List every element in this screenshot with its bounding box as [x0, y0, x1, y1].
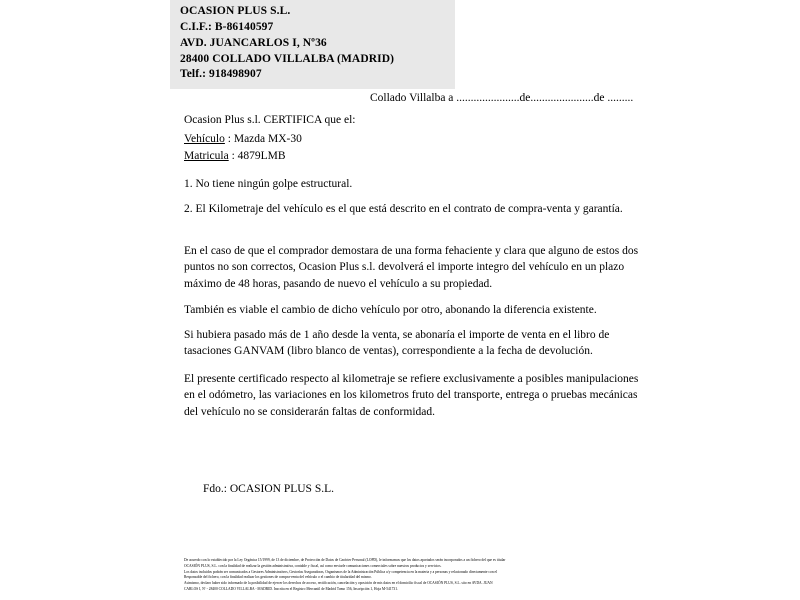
legal-line: OCASIÓN PLUS, S.L. con la finalidad de realizar la gestión administrativa, contable y fiscal, así como enviarle comunicaciones comerciales sobre nuestros productos y servicios. [184, 563, 442, 568]
company-cif: C.I.F.: B-86140597 [180, 20, 274, 33]
certifies-intro: Ocasion Plus s.l. CERTIFICA que el: [184, 114, 356, 126]
paragraph-refund-terms: En el caso de que el comprador demostara de una forma fehaciente y clara que alguno de estos dos puntos no son correctos, Ocasion Plus s.l. devolverá el importe integro del vehículo en un plazo máximo de 48 horas, pasando de nuevo el vehículo a su propiedad. [184, 245, 639, 290]
vehicle-details [184, 131, 302, 164]
plate-label: Matricula [184, 149, 229, 162]
paragraph-odometer-scope: El presente certificado respecto al kilometraje se refiere exclusivamente a posibles manipulaciones en el odómetro, las variaciones en los kilometros fruto del transporte, entrega o pruebas mecánicas del vehículo no se considerarán faltas de conformidad. [184, 373, 639, 418]
plate-row [184, 148, 302, 165]
company-address-street: AVD. JUANCARLOS I, Nº36 [180, 36, 327, 49]
company-phone: Telf.: 918498907 [180, 68, 262, 81]
vehicle-value: Mazda MX-30 [233, 133, 302, 145]
certification-point-1: 1. No tiene ningún golpe estructural. [184, 178, 353, 190]
signature-line: Fdo.: OCASION PLUS S.L. [203, 483, 334, 495]
company-address-city: 28400 COLLADO VILLALBA (MADRID) [180, 52, 395, 65]
legal-line: De acuerdo con lo establecido por la Ley Orgánica 15/1999, de 13 de diciembre, de Protección de Datos de Carácter Personal (LOPD), le informamos que los datos aportados serán incorporados a un fichero del que es titular [184, 558, 506, 562]
vehicle-separator: : [224, 133, 234, 145]
legal-line: CARLOS I, Nº - 28400 COLLADO VILLALBA - MADRID. Inscrita en el Registro Mercantil de Madrid Tomo 156, Inscripción 1, Hoja M-541731. [184, 587, 398, 592]
plate-value: 4879LMB [237, 149, 286, 162]
legal-line: Los datos incluidos podrán ser comunicados a Gestores Administrativos, Gestorías Aseguradoras, Organismos de la Administración Pública o/y competencia en la materia y a personas y relacionado directamente con el [184, 569, 498, 574]
company-header-block [170, 0, 455, 89]
legal-line: Responsable del fichero, con la finalidad realizar los gestiones de compra-venta del vehículo o el cambio de titularidad del mismo. [184, 575, 372, 580]
certification-point-2: 2. El Kilometraje del vehículo es el que está descrito en el contrato de compra-venta y garantía. [184, 203, 623, 215]
plate-separator: : [228, 149, 238, 162]
company-name: OCASION PLUS S.L. [180, 5, 291, 17]
vehicle-row [184, 131, 302, 148]
paragraph-vehicle-exchange: También es viable el cambio de dicho vehículo por otro, abonando la diferencia existente. [184, 304, 597, 316]
place-and-date-line: Collado Villalba a ......................de......................de ......... [370, 92, 634, 104]
paragraph-ganvam-valuation: Si hubiera pasado más de 1 año desde la venta, se abonaría el importe de venta en el libro de tasaciones GANVAM (libro blanco de ventas), correspondiente a la fecha de devolución. [184, 329, 610, 358]
vehicle-label: Vehículo [184, 133, 225, 145]
legal-line: Asimismo, declaro haber sido informado de la posibilidad de ejercer los derechos de acceso, rectificación, cancelación y oposición de mis datos en el domicilio fiscal de OCASIÓN PLUS, S.L. sito en AVDA. JUAN [184, 581, 493, 586]
legal-footer [184, 558, 664, 593]
